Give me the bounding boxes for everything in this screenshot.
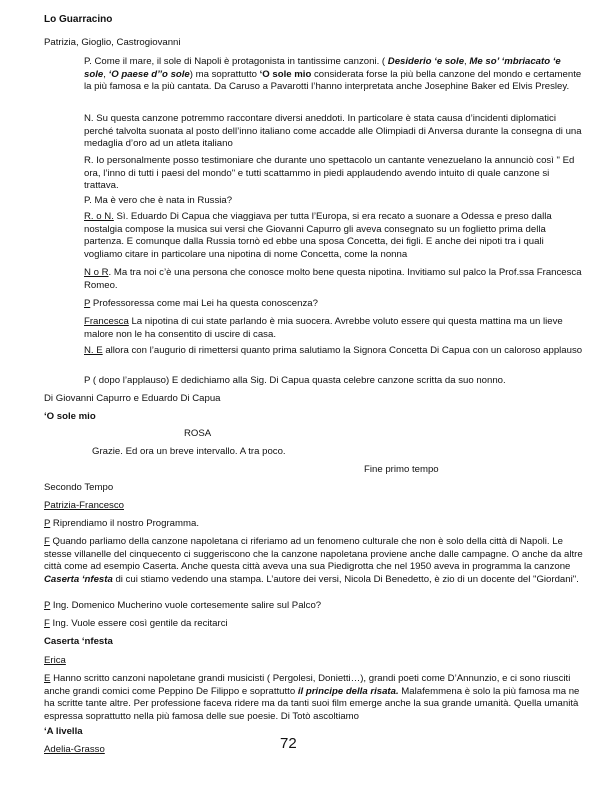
performer-pair: Adelia-Grasso xyxy=(44,744,105,755)
speaker-tag: F xyxy=(44,618,50,629)
text-run: Professoressa come mai Lei ha questa conoscenza? xyxy=(90,298,318,309)
performer-name: ROSA xyxy=(184,428,212,439)
paragraph-p3: R. Io personalmente posso testimoniare che durante uno spettacolo un cantante venezuelano la annunciò così " Ed ora, l’inno di tutti i paesi del mondo" e tutti scattammo in piedi applaudendo avendo intuito di quale canzone si trattava. xyxy=(84,155,575,192)
paragraph-p9 xyxy=(84,345,584,358)
paragraph-s2 xyxy=(44,536,584,586)
section-heading: Lo Guarracino xyxy=(44,14,113,25)
song-title-a-livella: ‘A livella xyxy=(44,726,83,737)
speaker-tag: Francesca xyxy=(84,316,129,327)
page-number: 72 xyxy=(280,735,297,752)
presenters-pair: Patrizia-Francesco xyxy=(44,500,124,511)
speaker-tag: N o R xyxy=(84,267,109,278)
song-title-caserta: Caserta ‘nfesta xyxy=(44,636,113,647)
song-title: Me so’ ‘mbriacato ‘e sole xyxy=(84,56,561,80)
speaker-tag: N. E xyxy=(84,345,103,356)
text-run: allora con l’augurio di rimettersi quanto prima salutiamo la Signora Concetta Di Capua con un caloroso applauso xyxy=(102,345,583,356)
paragraph-p5 xyxy=(84,211,584,261)
text-run: di cui stiamo vedendo una stampa. L’autore dei versi, Nicola Di Benedetto, è zio di un docente del "Giordani". xyxy=(112,573,579,585)
text-run: Riprendiamo il nostro Programma. xyxy=(50,518,199,529)
end-first-half: Fine primo tempo xyxy=(364,464,439,475)
paragraph-s4 xyxy=(44,618,584,631)
text-run: Sì. Eduardo Di Capua che viaggiava per tutta l’Europa, si era recato a suonare a Odessa e preso dalla nostalgia compose la musica sui versi che Giovanni Capurro gli aveva consegnato su un foglietto prima della partenza. E comunque dalla Russia tornò ed ebbe una sposa Concetta, dei figli. E anche dei nipoti tra i quali vogliamo citare in particolare una nipotina di nome Concetta, come la nonna xyxy=(84,211,552,260)
speaker-tag: P xyxy=(44,518,51,529)
paragraph-p6 xyxy=(84,267,584,292)
intermission-line: Grazie. Ed ora un breve intervallo. A tra poco. xyxy=(92,446,286,457)
second-half-heading: Secondo Tempo xyxy=(44,482,114,493)
paragraph-p2: N. Su questa canzone potremmo raccontare diversi aneddoti. In particolare è stata causa d’incidenti diplomatici perché talvolta suonata al posto dell’inno italiano come accadde alle Olimpiadi di Anversa durante la consegna di una medaglia d’oro ad un atleta italiano xyxy=(84,113,582,150)
text-run: Ing. Vuole essere così gentile da recitarci xyxy=(49,618,228,629)
text-run: Malafemmena è solo la più famosa ma ne ha scritte tante altre. Per professione faceva ridere ma da tanti suoi film emerge anche la sua grande umanità. Quella umanità espressa soprattutto nella più famosa delle sue poesie. Di Totò ascoltiamo xyxy=(44,685,580,722)
text-run: La nipotina di cui state parlando è mia suocera. Avrebbe voluto essere qui questa mattina ma un lieve malore non le ha consentito di uscire di casa. xyxy=(84,316,563,340)
paragraph-s5 xyxy=(44,673,584,723)
song-title: ‘O paese d’’o sole xyxy=(108,68,190,80)
paragraph-p10: P ( dopo l’applauso) E dedichiamo alla Sig. Di Capua quasta celebre canzone scritta da suo nonno. xyxy=(84,375,506,386)
paragraph-p4: P. Ma è vero che è nata in Russia? xyxy=(84,195,233,206)
song-title: il principe della risata. xyxy=(297,685,399,697)
song-title: ‘O sole mio xyxy=(259,68,312,80)
text-run: Ing. Domenico Mucherino vuole cortesemente salire sul Palco? xyxy=(50,600,322,611)
paragraph-p8 xyxy=(84,316,584,341)
paragraph-s1 xyxy=(44,518,584,531)
speaker-tag: R. o N. xyxy=(84,211,114,222)
song-title-o-sole-mio: ‘O sole mio xyxy=(44,411,96,422)
speaker-tag: P xyxy=(84,298,91,309)
paragraph-s3 xyxy=(44,600,584,613)
presenters-line: Patrizia, Gioglio, Castrogiovanni xyxy=(44,37,181,48)
text-run: considerata forse la più bella canzone del mondo e certamente la più famosa e la più cantata. Da Caruso a Pavarotti l’hanno interpretata anche Josephine Baker ed Elvis Presley. xyxy=(84,68,582,93)
song-title: Caserta ‘nfesta xyxy=(44,573,113,585)
speaker-tag: F xyxy=(44,536,50,547)
text-run: ) ma soprattutto xyxy=(189,68,260,80)
speaker-tag: P xyxy=(44,600,51,611)
speaker-tag: E xyxy=(44,673,51,684)
paragraph-p7 xyxy=(84,298,584,311)
text-run: , xyxy=(103,68,109,80)
text-run: P. Come il mare, il sole di Napoli è protagonista in tantissime canzoni. ( xyxy=(84,56,388,67)
performer-erica: Erica xyxy=(44,655,66,666)
song-credit: Di Giovanni Capurro e Eduardo Di Capua xyxy=(44,393,221,404)
text-run: . Ma tra noi c’è una persona che conosce molto bene questa nipotina. Invitiamo sul palco la Prof.ssa Francesca Romeo. xyxy=(84,267,582,291)
text-run: , xyxy=(464,56,470,67)
paragraph-p1 xyxy=(84,56,584,94)
text-run: Hanno scritto canzoni napoletane grandi musicisti ( Pergolesi, Donietti…), grandi poeti come D’Annunzio, e ci sono riusciti anche grandi comici come Peppino De Filippo e soprattutto xyxy=(44,673,571,697)
text-run: Quando parliamo della canzone napoletana ci riferiamo ad un fenomeno culturale che non è solo della città di Napoli. Le stesse villanelle del cinquecento ci suggeriscono che la canzone napoletana proviene anche dalle campagne. O anche da altre città come ad esempio Caserta. Anche questa città aveva una sua Piedigrotta che nel 1950 aveva in programma la canzone xyxy=(44,536,583,573)
song-title: Desiderio ‘e sole xyxy=(387,56,465,67)
